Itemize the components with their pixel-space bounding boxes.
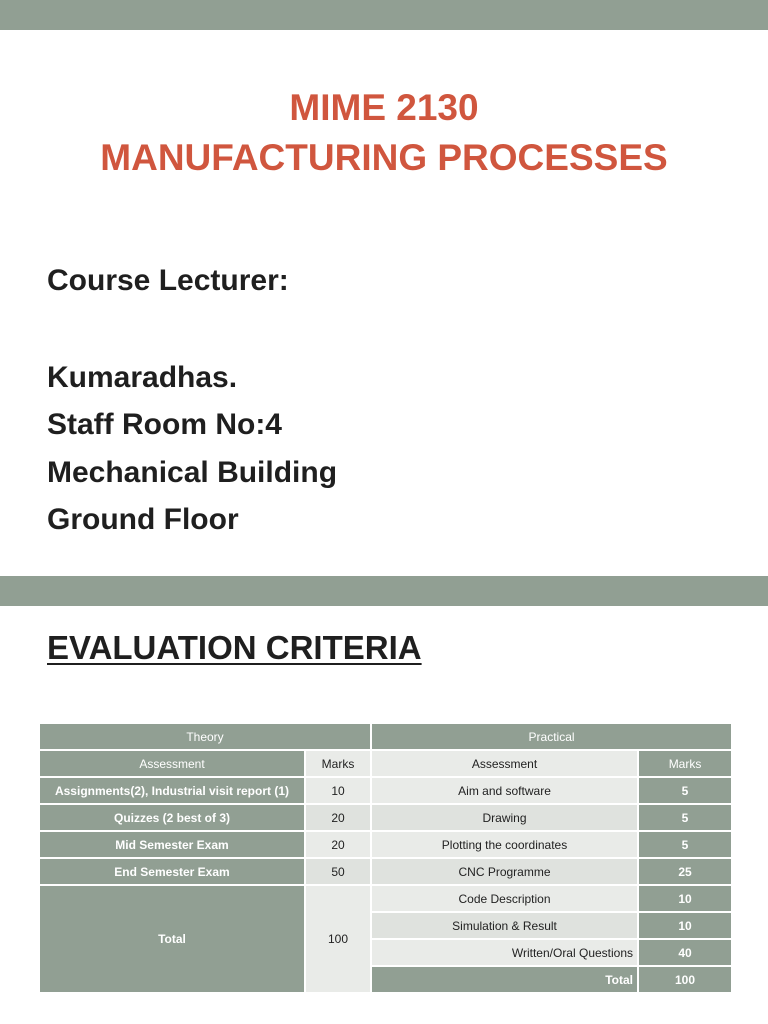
practical-assessment-cell: Written/Oral Questions — [371, 939, 638, 966]
practical-assessment-header: Assessment — [371, 750, 638, 777]
practical-assessment-cell: Simulation & Result — [371, 912, 638, 939]
theory-group-header: Theory — [39, 723, 371, 750]
practical-assessment-cell: Aim and software — [371, 777, 638, 804]
practical-marks-cell: 10 — [638, 912, 732, 939]
practical-marks-cell: 5 — [638, 831, 732, 858]
practical-marks-cell: 5 — [638, 777, 732, 804]
theory-assessment-cell: Mid Semester Exam — [39, 831, 305, 858]
building-name: Mechanical Building — [47, 456, 338, 489]
course-name-title: MANUFACTURING PROCESSES — [100, 137, 668, 178]
course-info-slide — [0, 30, 768, 576]
practical-assessment-cell: Code Description — [371, 885, 638, 912]
course-code-title: MIME 2130 — [289, 87, 479, 128]
theory-assessment-cell: Quizzes (2 best of 3) — [39, 804, 305, 831]
theory-total-label: Total — [39, 885, 305, 993]
floor-name: Ground Floor — [47, 503, 239, 536]
theory-marks-cell: 20 — [305, 804, 371, 831]
practical-marks-cell: 10 — [638, 885, 732, 912]
practical-total-marks: 100 — [638, 966, 732, 993]
theory-marks-cell: 10 — [305, 777, 371, 804]
practical-marks-cell: 40 — [638, 939, 732, 966]
staff-room: Staff Room No:4 — [47, 408, 282, 441]
table-row — [39, 831, 732, 858]
practical-group-header: Practical — [371, 723, 732, 750]
evaluation-heading: EVALUATION CRITERIA — [47, 629, 422, 666]
theory-assessment-cell: End Semester Exam — [39, 858, 305, 885]
theory-marks-header: Marks — [305, 750, 371, 777]
table-row — [39, 885, 732, 912]
table-group-header-row — [39, 723, 732, 750]
slide-divider-band — [0, 576, 768, 606]
theory-assessment-cell: Assignments(2), Industrial visit report (1) — [39, 777, 305, 804]
practical-assessment-cell: Drawing — [371, 804, 638, 831]
practical-marks-cell: 25 — [638, 858, 732, 885]
theory-assessment-header: Assessment — [39, 750, 305, 777]
evaluation-slide — [0, 606, 768, 1024]
theory-marks-cell: 20 — [305, 831, 371, 858]
practical-total-label: Total — [371, 966, 638, 993]
top-accent-band — [0, 0, 768, 30]
practical-assessment-cell: CNC Programme — [371, 858, 638, 885]
theory-total-marks: 100 — [305, 885, 371, 993]
table-column-header-row — [39, 750, 732, 777]
table-row — [39, 858, 732, 885]
table-row — [39, 777, 732, 804]
lecturer-name: Kumaradhas. — [47, 361, 238, 394]
evaluation-table — [38, 722, 733, 994]
practical-marks-header: Marks — [638, 750, 732, 777]
practical-assessment-cell: Plotting the coordinates — [371, 831, 638, 858]
practical-marks-cell: 5 — [638, 804, 732, 831]
table-row — [39, 804, 732, 831]
theory-marks-cell: 50 — [305, 858, 371, 885]
lecturer-label: Course Lecturer: — [47, 264, 289, 297]
